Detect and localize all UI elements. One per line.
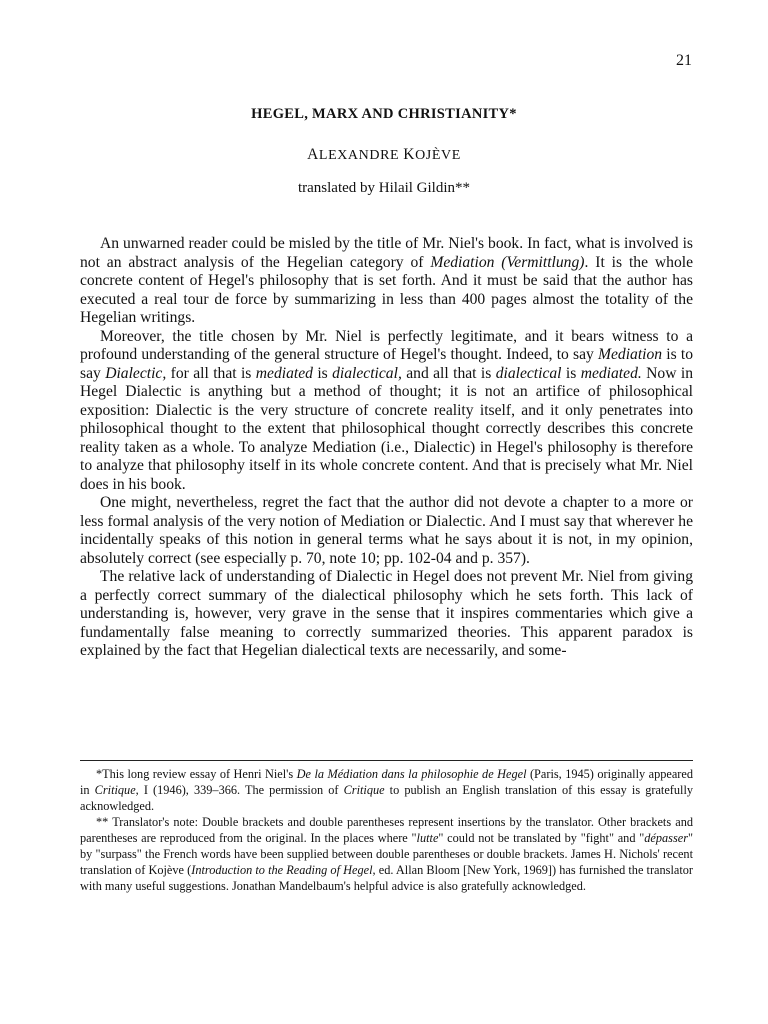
italic-text: Dialectic, — [105, 364, 167, 382]
italic-text: De la Médiation dans la philosophie de Hegel — [296, 767, 527, 781]
author-last-rest: OJÈVE — [415, 148, 461, 163]
article-title: HEGEL, MARX AND CHRISTIANITY* — [251, 106, 517, 122]
italic-text: dépasser — [644, 831, 688, 845]
text-run: . It is the whole concrete content of Hegel's philosophy that is set forth. And it must be said that the author has executed a real tour de force by summarizing in less than 400 pages almost the totality of the Hegelian writings. — [80, 253, 693, 326]
text-run: and all that is — [401, 364, 496, 382]
text-run: ed. Allan Bloom [New York, 1969]) has furnished the translator with many useful suggestions. Jonathan Mandelbaum's helpful advice is also gratefully acknowledged. — [80, 863, 693, 893]
text-run: is — [312, 364, 333, 382]
text-run: to publish an English translation of this essay is gratefully acknowledged. — [80, 783, 694, 813]
italic-text: Critique, — [94, 783, 139, 797]
author-first-rest: LEXANDRE — [318, 148, 400, 163]
author-name — [0, 146, 768, 164]
body-paragraph — [80, 328, 693, 495]
italic-text: dialectical — [495, 364, 562, 382]
italic-text: Introduction to the Reading of Hegel, — [191, 863, 376, 877]
text-run: is — [561, 364, 581, 382]
text-run: One might, nevertheless, regret the fact that the author did not devote a chapter to a more or less formal analysis of the very notion of Mediation or Dialectic. And I must say that wherever he incidentally speaks of this notion in general terms what he says about it is not, in my opinion, absolutely correct (see especially p. 70, note 10; pp. 102-04 and p. 357). — [80, 494, 693, 567]
text-run: is to say — [80, 346, 693, 382]
italic-text: Mediation (Vermittlung) — [430, 253, 585, 271]
text-run: " could not be translated by "fight" and " — [438, 831, 645, 845]
italic-text: mediated — [255, 364, 313, 382]
text-run: " by "surpass" the French words have been supplied between double parentheses or double brackets. James H. Nichols' recent translation of Kojève ( — [80, 831, 694, 877]
body-paragraph — [80, 235, 693, 328]
footnote-divider — [80, 760, 693, 761]
text-run: An unwarned reader could be misled by the title of Mr. Niel's book. In fact, what is involved is not an abstract analysis of the Hegelian category of — [80, 235, 693, 271]
page-number: 21 — [676, 52, 692, 69]
footnote — [80, 814, 693, 894]
footnotes — [80, 766, 693, 894]
italic-text: lutte — [416, 831, 439, 845]
author-first-initial: A — [307, 146, 319, 163]
text-run: The relative lack of understanding of Dialectic in Hegel does not prevent Mr. Niel from giving a perfectly correct summary of the dialectical philosophy which he sets forth. This lack of understanding is, however, very grave in the sense that it inspires commentaries which give a fundamentally false meaning to correctly summarized theories. This apparent paradox is explained by the fact that Hegelian dialectical texts are necessarily, and some- — [80, 568, 693, 659]
author-last-initial: K — [403, 146, 416, 163]
text-run: ** Translator's note: Double brackets and double parentheses represent insertions by the translator. Other brackets and parentheses are reproduced from the original. In the places where " — [80, 815, 693, 845]
text-run: Now in Hegel Dialectic is anything but a method of thought; it is not an artifice of philosophical exposition: Dialectic is the very structure of concrete reality itself, and it only penetrates into philosophical thought to the extent that philosophical thought correctly describes this concrete reality taken as a whole. To analyze Mediation (i.e., Dialectic) in Hegel's philosophy is therefore to analyze that philosophy itself in its whole concrete content. And that is precisely what Mr. Niel does in his book. — [80, 364, 693, 493]
italic-text: dialectical, — [332, 364, 402, 382]
text-run: *This long review essay of Henri Niel's — [96, 767, 297, 781]
body-paragraph — [80, 494, 693, 568]
body-paragraph — [80, 568, 693, 661]
text-run: for all that is — [166, 364, 256, 382]
italic-text: mediated. — [580, 364, 642, 382]
text-run: (Paris, 1945) originally appeared in — [80, 767, 693, 797]
body-text — [80, 235, 693, 661]
footnote — [80, 766, 693, 814]
italic-text: Critique — [343, 783, 385, 797]
italic-text: Mediation — [598, 346, 663, 363]
text-run: I (1946), 339–366. The permission of — [138, 783, 344, 797]
text-run: Moreover, the title chosen by Mr. Niel is perfectly legitimate, and it bears witness to a profound understanding of the general structure of Hegel's thought. Indeed, to say — [80, 327, 693, 363]
translator-credit: translated by Hilail Gildin** — [297, 180, 471, 196]
